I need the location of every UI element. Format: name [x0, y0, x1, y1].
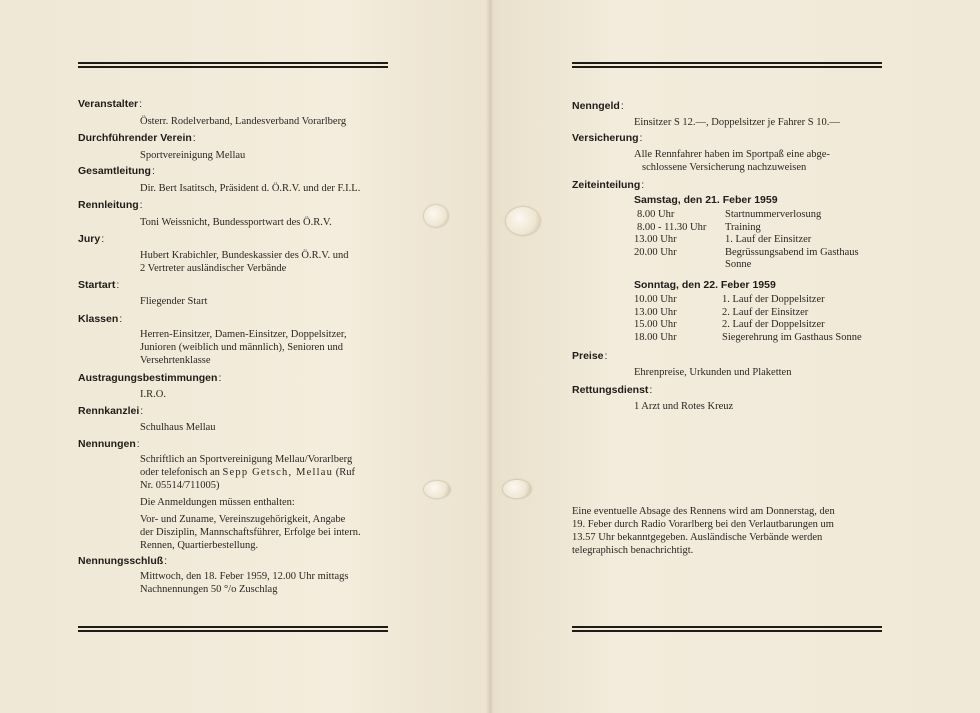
- schedule-row: 13.00 Uhr 1. Lauf der Einsitzer: [634, 234, 812, 246]
- punch-hole: [503, 480, 531, 498]
- left-bottom-rule: [78, 626, 388, 632]
- value-rennleitung: Toni Weissnicht, Bundessportwart des Ö.R.V.: [140, 217, 332, 228]
- label-gesamtleitung: Gesamtleitung:: [78, 165, 155, 177]
- value-preise: Ehrenpreise, Urkunden und Plaketten: [634, 367, 792, 378]
- schedule-row: 8.00 - 11.30 Uhr Training: [637, 221, 761, 233]
- schedule-row: 15.00 Uhr 2. Lauf der Doppelsitzer: [634, 319, 825, 331]
- value-veranstalter: Österr. Rodelverband, Landesverband Vorarlberg: [140, 116, 347, 127]
- value-jury: Hubert Krabichler, Bundeskassier des Ö.R.V. und 2 Vertreter ausländischer Verbände: [140, 250, 349, 274]
- label-rennleitung: Rennleitung:: [78, 199, 143, 211]
- value-nennungen: Schriftlich an Sportvereinigung Mellau/Vorarlberg oder telefonisch an Sepp Getsch, Mellau (Ruf Nr. 05514/711005) Die Anmeldungen müssen enthalten: Vor- und Zuname, Vereinszugehörigkeit, Angabe der Disziplin, Mannschaftsführer, Erfolge bei intern. Rennen, Quartierbestellung.: [140, 454, 361, 551]
- schedule-sonntag: [634, 294, 884, 344]
- center-fold: [486, 0, 494, 713]
- left-top-rule: [78, 62, 388, 68]
- label-klassen: Klassen:: [78, 313, 123, 325]
- value-austragungsbestimmungen: I.R.O.: [140, 389, 166, 400]
- punch-hole: [424, 481, 450, 498]
- schedule-row: 8.00 Uhr Startnummerverlosung: [637, 209, 822, 220]
- schedule-samstag: [634, 209, 887, 272]
- label-durchfuehrender-verein: Durchführender Verein:: [78, 132, 196, 144]
- label-versicherung: Versicherung:: [572, 132, 643, 144]
- label-preise: Preise:: [572, 350, 608, 362]
- label-austragungsbestimmungen: Austragungsbestimmungen:: [78, 372, 222, 384]
- right-page: [490, 0, 980, 713]
- cancellation-notice: Eine eventuelle Absage des Rennens wird am Donnerstag, den 19. Feber durch Radio Vorarlberg bei den Verlautbarungen um 13.57 Uhr bekanntgegeben. Ausländische Verbände werden telegraphisch benachrichtigt.: [572, 506, 835, 556]
- right-bottom-rule: [572, 626, 882, 632]
- value-nenngeld: Einsitzer S 12.—, Doppelsitzer je Fahrer S 10.—: [634, 117, 840, 128]
- label-nennungen: Nennungen:: [78, 438, 140, 450]
- label-rennkanzlei: Rennkanzlei:: [78, 405, 144, 417]
- day-title-sonntag: Sonntag, den 22. Feber 1959: [634, 279, 776, 291]
- schedule-row: 18.00 Uhr Siegerehrung im Gasthaus Sonne: [634, 331, 862, 343]
- value-rennkanzlei: Schulhaus Mellau: [140, 422, 216, 433]
- value-klassen: Herren-Einsitzer, Damen-Einsitzer, Doppelsitzer, Junioren (weiblich und männlich), Senioren und Versehrtenklasse: [140, 329, 347, 366]
- schedule-row: 20.00 Uhr Begrüssungsabend im Gasthaus Sonne: [634, 246, 859, 271]
- label-zeiteinteilung: Zeiteinteilung:: [572, 179, 645, 191]
- label-jury: Jury:: [78, 233, 105, 245]
- label-startart: Startart:: [78, 279, 120, 291]
- value-startart: Fliegender Start: [140, 296, 208, 307]
- right-top-rule: [572, 62, 882, 68]
- label-nennungsschluss: Nennungsschluß:: [78, 555, 168, 567]
- schedule-row: 10.00 Uhr 1. Lauf der Doppelsitzer: [634, 294, 825, 305]
- label-nenngeld: Nenngeld:: [572, 100, 624, 112]
- label-veranstalter: Veranstalter:: [78, 98, 143, 110]
- day-title-samstag: Samstag, den 21. Feber 1959: [634, 194, 778, 206]
- punch-hole: [506, 207, 540, 235]
- value-durchfuehrender-verein: Sportvereinigung Mellau: [140, 150, 246, 161]
- punch-hole: [424, 205, 448, 227]
- value-gesamtleitung: Dir. Bert Isatitsch, Präsident d. Ö.R.V. und der F.I.L.: [140, 183, 361, 194]
- schedule-row: 13.00 Uhr 2. Lauf der Einsitzer: [634, 306, 809, 318]
- value-rettungsdienst: 1 Arzt und Rotes Kreuz: [634, 401, 734, 412]
- value-nennungsschluss: Mittwoch, den 18. Feber 1959, 12.00 Uhr mittags Nachnennungen 50 °/o Zuschlag: [140, 571, 349, 595]
- value-versicherung: Alle Rennfahrer haben im Sportpaß eine abge- schlossene Versicherung nachzuweisen: [634, 149, 830, 173]
- label-rettungsdienst: Rettungsdienst:: [572, 384, 653, 396]
